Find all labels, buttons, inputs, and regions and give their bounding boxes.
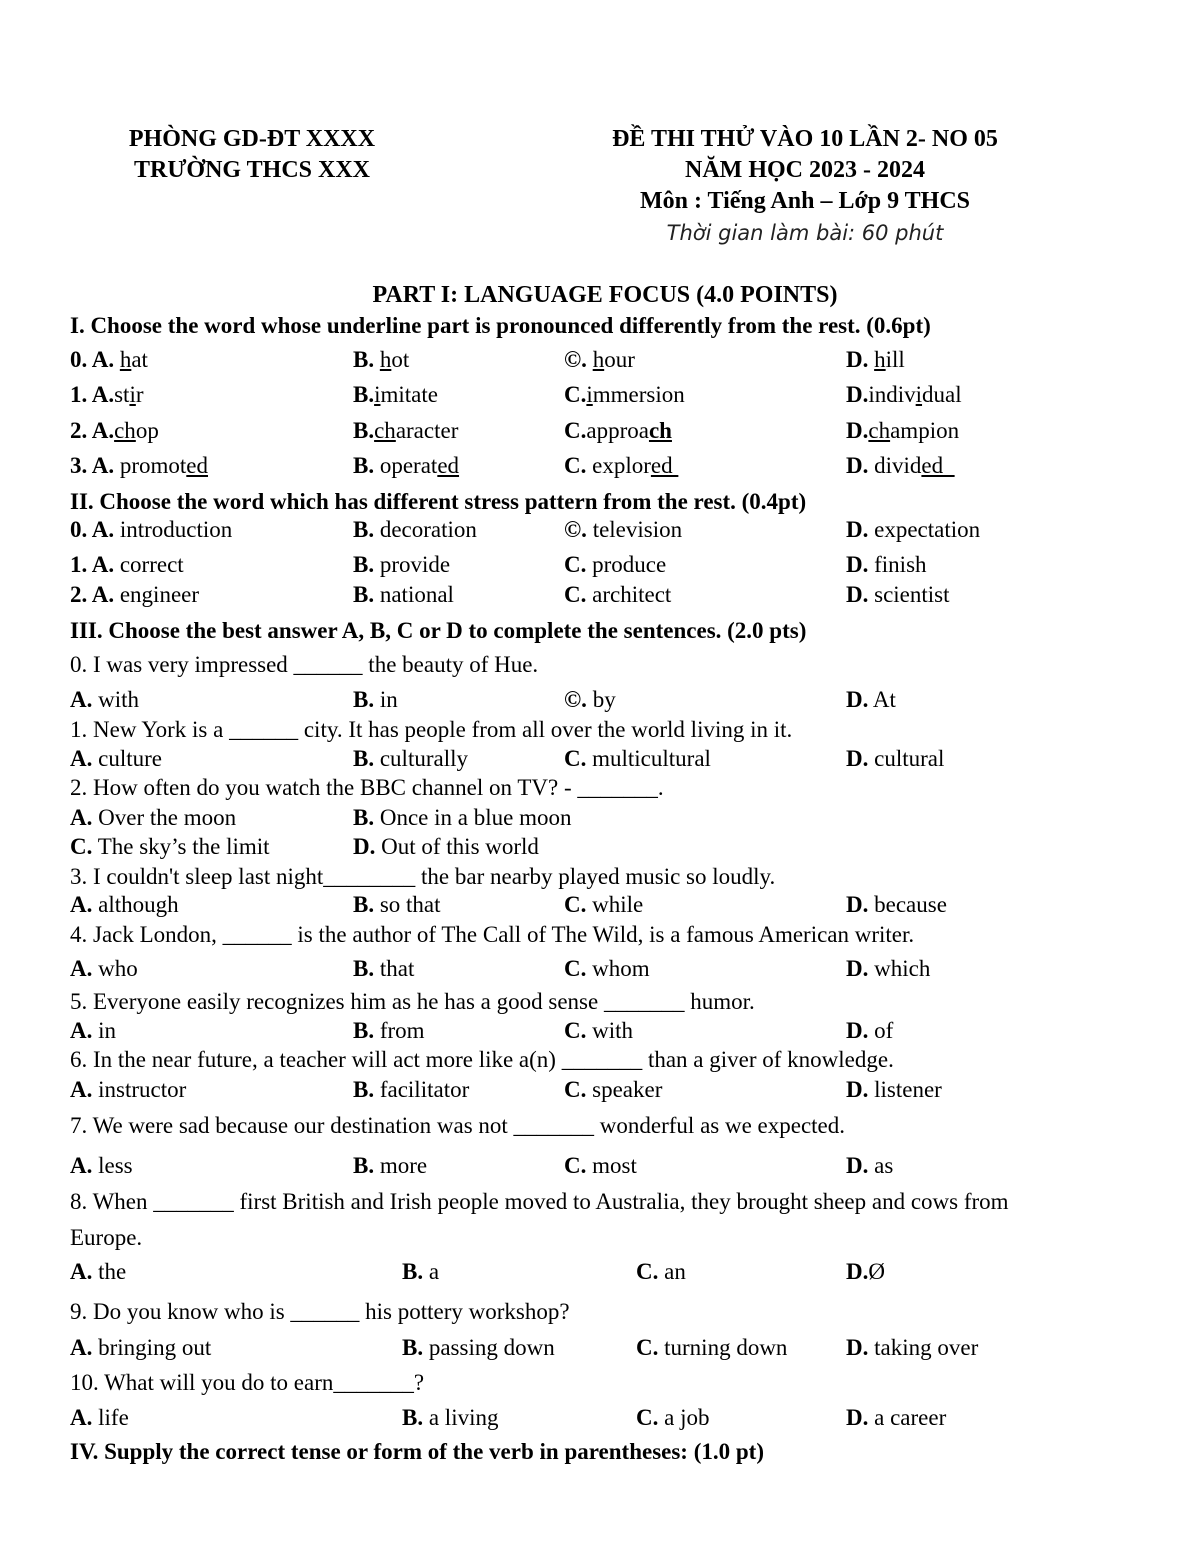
underlined-part: ch (374, 418, 396, 443)
option-d (846, 1259, 885, 1285)
option-a (70, 746, 162, 772)
underlined-part: h (379, 347, 392, 372)
option-label: C. (564, 453, 587, 478)
s1-q1-a (70, 382, 144, 408)
option-text: The sky’s the limit (92, 834, 270, 859)
question-text: 8. When _______ first British and Irish people moved to Australia, they brought sheep and cows from (70, 1189, 1009, 1214)
s1-q0-c (564, 347, 635, 373)
option-d (846, 956, 930, 982)
s1-q3-d (846, 453, 955, 479)
option-label: A. (70, 1077, 93, 1102)
option-text: finish (868, 552, 927, 577)
question-text: 4. Jack London, ______ is the author of The Call of The Wild, is a famous American writer. (70, 922, 915, 947)
option-text: bringing out (92, 1335, 212, 1360)
option-text: multicultural (586, 746, 711, 771)
exam-title: ĐỀ THI THỬ VÀO 10 LẦN 2- NO 05 (612, 126, 998, 152)
option-b (353, 1018, 425, 1044)
option-label: D. (846, 956, 869, 981)
option-label: C. (636, 1259, 659, 1284)
option-label: C. (564, 956, 587, 981)
option-d (846, 687, 896, 713)
s1-q1-c (564, 382, 685, 408)
option-d (846, 1405, 946, 1431)
option-d (846, 746, 944, 772)
option-label: B. (353, 347, 375, 372)
word-rest: dual (922, 382, 962, 407)
option-text: engineer (114, 582, 200, 607)
school-name: TRƯỜNG THCS XXX (133, 157, 371, 183)
option-d (846, 1335, 978, 1361)
option-d (846, 1077, 942, 1103)
option-label: B. (353, 687, 375, 712)
s1-q3-c (564, 453, 678, 479)
option-d (353, 834, 539, 860)
s1-q3-b (353, 453, 459, 479)
option-label: B. (353, 892, 375, 917)
option-a (70, 687, 139, 713)
option-label: D. (846, 1259, 869, 1284)
option-c (564, 892, 643, 918)
option-a (70, 956, 138, 982)
option-label: B. (353, 418, 375, 443)
s1-q0-d (846, 347, 905, 373)
option-a (70, 1259, 126, 1285)
s2-row0-b (353, 517, 477, 543)
s2-row1-c (564, 552, 666, 578)
word-rest: aracter (395, 418, 459, 443)
question-number: 0. A. (70, 517, 115, 542)
s2-row0-c (564, 517, 682, 543)
option-text: whom (586, 956, 650, 981)
option-text: Ø (868, 1259, 885, 1284)
question-number: 0. A. (70, 347, 115, 372)
option-b (353, 892, 441, 918)
option-text: scientist (868, 582, 950, 607)
option-text: of (868, 1018, 894, 1043)
option-label: A. (70, 687, 93, 712)
s1-q1-d (846, 382, 962, 408)
option-c (564, 746, 711, 772)
question-text: 6. In the near future, a teacher will act more like a(n) _______ than a giver of knowledge. (70, 1047, 894, 1072)
option-text: with (92, 687, 140, 712)
s1-q3-a (70, 453, 208, 479)
question-number: 2. A. (70, 582, 115, 607)
option-text: taking over (868, 1335, 979, 1360)
part-title: PART I: LANGUAGE FOCUS (4.0 POINTS) (372, 282, 838, 308)
option-label: A. (70, 805, 93, 830)
option-text: the (92, 1259, 127, 1284)
option-label: B. (353, 805, 375, 830)
option-label: A. (70, 892, 93, 917)
option-label: C. (564, 382, 587, 407)
option-text: national (374, 582, 454, 607)
underlined-part: ch (868, 418, 891, 443)
question-text: 0. I was very impressed ______ the beauty of Hue. (70, 652, 539, 677)
option-text: expectation (868, 517, 981, 542)
word-start: promot (114, 453, 187, 478)
option-label: A. (70, 956, 93, 981)
option-label: D. (846, 382, 869, 407)
option-c (564, 1077, 662, 1103)
s2-row2-d (846, 582, 950, 608)
question-number: 2. A. (70, 418, 115, 443)
question-text: 2. How often do you watch the BBC channel on TV? - _______. (70, 775, 664, 800)
underlined-part: h (119, 347, 132, 372)
option-label: B. (353, 956, 375, 981)
option-label: B. (353, 746, 375, 771)
option-b (353, 1153, 427, 1179)
option-label: D. (846, 453, 869, 478)
option-label: C. (564, 1077, 587, 1102)
question-text: 5. Everyone easily recognizes him as he has a good sense _______ humor. (70, 989, 755, 1014)
option-label: A. (70, 746, 93, 771)
option-label: ©. (564, 347, 587, 372)
option-label: C. (564, 746, 587, 771)
option-text: in (92, 1018, 117, 1043)
option-text: life (92, 1405, 129, 1430)
option-label: B. (353, 517, 375, 542)
option-a (70, 1335, 211, 1361)
option-label: D. (846, 517, 869, 542)
option-text: an (658, 1259, 686, 1284)
option-c (636, 1335, 787, 1361)
option-label: D. (846, 746, 869, 771)
option-label: B. (353, 382, 375, 407)
option-c (564, 956, 650, 982)
underlined-part: i (129, 382, 136, 407)
question-number: 3. A. (70, 453, 115, 478)
question-text: 7. We were sad because our destination was not _______ wonderful as we expected. (70, 1113, 846, 1138)
option-text: with (586, 1018, 634, 1043)
s2-row1-a (70, 552, 184, 578)
question-text-continued: Europe. (70, 1225, 143, 1250)
option-label: C. (564, 892, 587, 917)
option-label: D. (846, 1405, 869, 1430)
option-label: C. (564, 1153, 587, 1178)
underlined-part: ed (650, 453, 679, 478)
option-label: ©. (564, 687, 587, 712)
option-text: culture (92, 746, 162, 771)
option-label: B. (402, 1405, 424, 1430)
option-label: A. (70, 1153, 93, 1178)
option-text: which (868, 956, 931, 981)
word-rest: our (604, 347, 635, 372)
option-a (70, 805, 236, 831)
option-text: from (374, 1018, 425, 1043)
option-label: B. (353, 582, 375, 607)
question-number: 1. A. (70, 382, 115, 407)
s2-row1-d (846, 552, 927, 578)
option-c (636, 1405, 709, 1431)
s1-q0-b (353, 347, 409, 373)
option-label: C. (70, 834, 93, 859)
option-label: B. (353, 453, 375, 478)
option-text: less (92, 1153, 133, 1178)
underlined-part: ed (186, 453, 209, 478)
option-text: a (423, 1259, 440, 1284)
s1-q2-b (353, 418, 458, 444)
department-name: PHÒNG GD-ĐT XXXX (128, 126, 376, 152)
s1-q2-c (564, 418, 672, 444)
option-text: a job (658, 1405, 710, 1430)
option-label: A. (70, 1335, 93, 1360)
question-text: 10. What will you do to earn_______? (70, 1370, 425, 1395)
option-c (636, 1259, 686, 1285)
option-label: D. (846, 1335, 869, 1360)
option-c (564, 1153, 637, 1179)
s1-q2-a (70, 418, 159, 444)
option-a (70, 1405, 129, 1431)
option-text: passing down (423, 1335, 555, 1360)
option-label: D. (353, 834, 376, 859)
word-start: operat (374, 453, 438, 478)
option-label: D. (846, 892, 869, 917)
s2-row2-b (353, 582, 454, 608)
option-label: B. (353, 1018, 375, 1043)
option-a (70, 1018, 116, 1044)
question-text: 9. Do you know who is ______ his pottery workshop? (70, 1299, 570, 1324)
subject-line: Môn : Tiếng Anh – Lớp 9 THCS (639, 188, 971, 214)
word-start: approa (586, 418, 649, 443)
option-label: D. (846, 418, 869, 443)
question-number: 1. A. (70, 552, 115, 577)
option-label: C. (636, 1335, 659, 1360)
section-3-title: III. Choose the best answer A, B, C or D to complete the sentences. (2.0 pts) (70, 618, 807, 643)
option-text: Out of this world (375, 834, 539, 859)
option-text: speaker (586, 1077, 663, 1102)
word-start: st (114, 382, 130, 407)
option-b (353, 687, 398, 713)
option-d (846, 1018, 893, 1044)
option-label: A. (70, 1405, 93, 1430)
option-text: because (868, 892, 947, 917)
option-text: more (374, 1153, 428, 1178)
option-c (564, 687, 616, 713)
option-text: a career (868, 1405, 947, 1430)
option-text: architect (586, 582, 672, 607)
option-text: so that (374, 892, 441, 917)
option-label: D. (846, 1153, 869, 1178)
option-a (70, 1153, 133, 1179)
option-text: most (586, 1153, 637, 1178)
option-text: turning down (658, 1335, 788, 1360)
option-label: B. (402, 1335, 424, 1360)
underlined-part: ch (648, 418, 672, 443)
option-text: facilitator (374, 1077, 470, 1102)
option-text: listener (868, 1077, 942, 1102)
option-a-text (120, 347, 148, 372)
option-a (70, 1077, 186, 1103)
s1-q2-d (846, 418, 959, 444)
option-label: D. (846, 347, 869, 372)
option-text: a living (423, 1405, 499, 1430)
word-start: divid (868, 453, 922, 478)
word-rest: mmersion (592, 382, 685, 407)
option-label: D. (846, 687, 869, 712)
option-label: D. (846, 1018, 869, 1043)
option-text: Once in a blue moon (374, 805, 572, 830)
word-rest: ampion (890, 418, 960, 443)
option-text: introduction (114, 517, 233, 542)
option-text: produce (586, 552, 667, 577)
option-text: instructor (92, 1077, 187, 1102)
option-text: although (92, 892, 179, 917)
section-4-title: IV. Supply the correct tense or form of the verb in parentheses: (1.0 pt) (70, 1439, 764, 1464)
option-text: At (868, 687, 896, 712)
s2-row1-b (353, 552, 450, 578)
option-text: in (374, 687, 398, 712)
option-label: B. (353, 552, 375, 577)
option-b (402, 1335, 555, 1361)
word-rest: op (135, 418, 159, 443)
option-text: by (586, 687, 616, 712)
s2-row2-c (564, 582, 671, 608)
option-text: culturally (374, 746, 468, 771)
option-label: ©. (564, 517, 587, 542)
option-text: provide (374, 552, 451, 577)
option-b (402, 1259, 439, 1285)
time-limit: Thời gian làm bài: 60 phút (666, 221, 944, 245)
option-text: who (92, 956, 138, 981)
option-text: correct (114, 552, 184, 577)
option-label: C. (564, 418, 587, 443)
underlined-part: ch (114, 418, 136, 443)
option-label: C. (564, 552, 587, 577)
option-label: D. (846, 552, 869, 577)
question-text: 3. I couldn't sleep last night________ the bar nearby played music so loudly. (70, 864, 776, 889)
option-text: while (586, 892, 644, 917)
word-rest: mitate (380, 382, 438, 407)
underlined-part: ed (437, 453, 460, 478)
option-b (402, 1405, 498, 1431)
option-b (353, 746, 468, 772)
underlined-part: i (586, 382, 593, 407)
option-a (70, 892, 179, 918)
section-2-title: II. Choose the word which has different stress pattern from the rest. (0.4pt) (70, 489, 807, 514)
option-label: C. (564, 582, 587, 607)
word-start: explor (586, 453, 651, 478)
underlined-part: ed (921, 453, 955, 478)
option-label: C. (564, 1018, 587, 1043)
word-rest: r (135, 382, 144, 407)
option-b (353, 1077, 469, 1103)
underlined-part: h (874, 347, 886, 372)
option-b (353, 805, 571, 831)
option-text: that (374, 956, 415, 981)
option-label: C. (636, 1405, 659, 1430)
word-rest: ot (391, 347, 410, 372)
option-label: B. (353, 1077, 375, 1102)
word-rest: at (131, 347, 148, 372)
s2-row0-d (846, 517, 980, 543)
option-b (353, 956, 414, 982)
s2-row0-a (70, 517, 232, 543)
option-label: D. (846, 1077, 869, 1102)
option-text: cultural (868, 746, 945, 771)
s2-row2-a (70, 582, 199, 608)
option-text: television (586, 517, 683, 542)
option-label: B. (402, 1259, 424, 1284)
option-d (846, 892, 947, 918)
s1-q0 (70, 347, 148, 373)
option-text: Over the moon (92, 805, 237, 830)
option-label: A. (70, 1018, 93, 1043)
question-text: 1. New York is a ______ city. It has people from all over the world living in it. (70, 717, 793, 742)
underlined-part: h (592, 347, 605, 372)
option-c (564, 1018, 633, 1044)
option-text: decoration (374, 517, 477, 542)
section-1-title: I. Choose the word whose underline part is pronounced differently from the rest. (0.6pt) (70, 313, 931, 338)
option-text: as (868, 1153, 894, 1178)
school-year: NĂM HỌC 2023 - 2024 (685, 157, 925, 183)
word-start: indiv (868, 382, 916, 407)
option-label: A. (70, 1259, 93, 1284)
underlined-part: i (915, 382, 923, 407)
underlined-part: i (374, 382, 381, 407)
word-rest: ill (885, 347, 905, 372)
s1-q1-b (353, 382, 438, 408)
option-label: B. (353, 1153, 375, 1178)
option-d (846, 1153, 893, 1179)
option-c (70, 834, 270, 860)
option-label: D. (846, 582, 869, 607)
